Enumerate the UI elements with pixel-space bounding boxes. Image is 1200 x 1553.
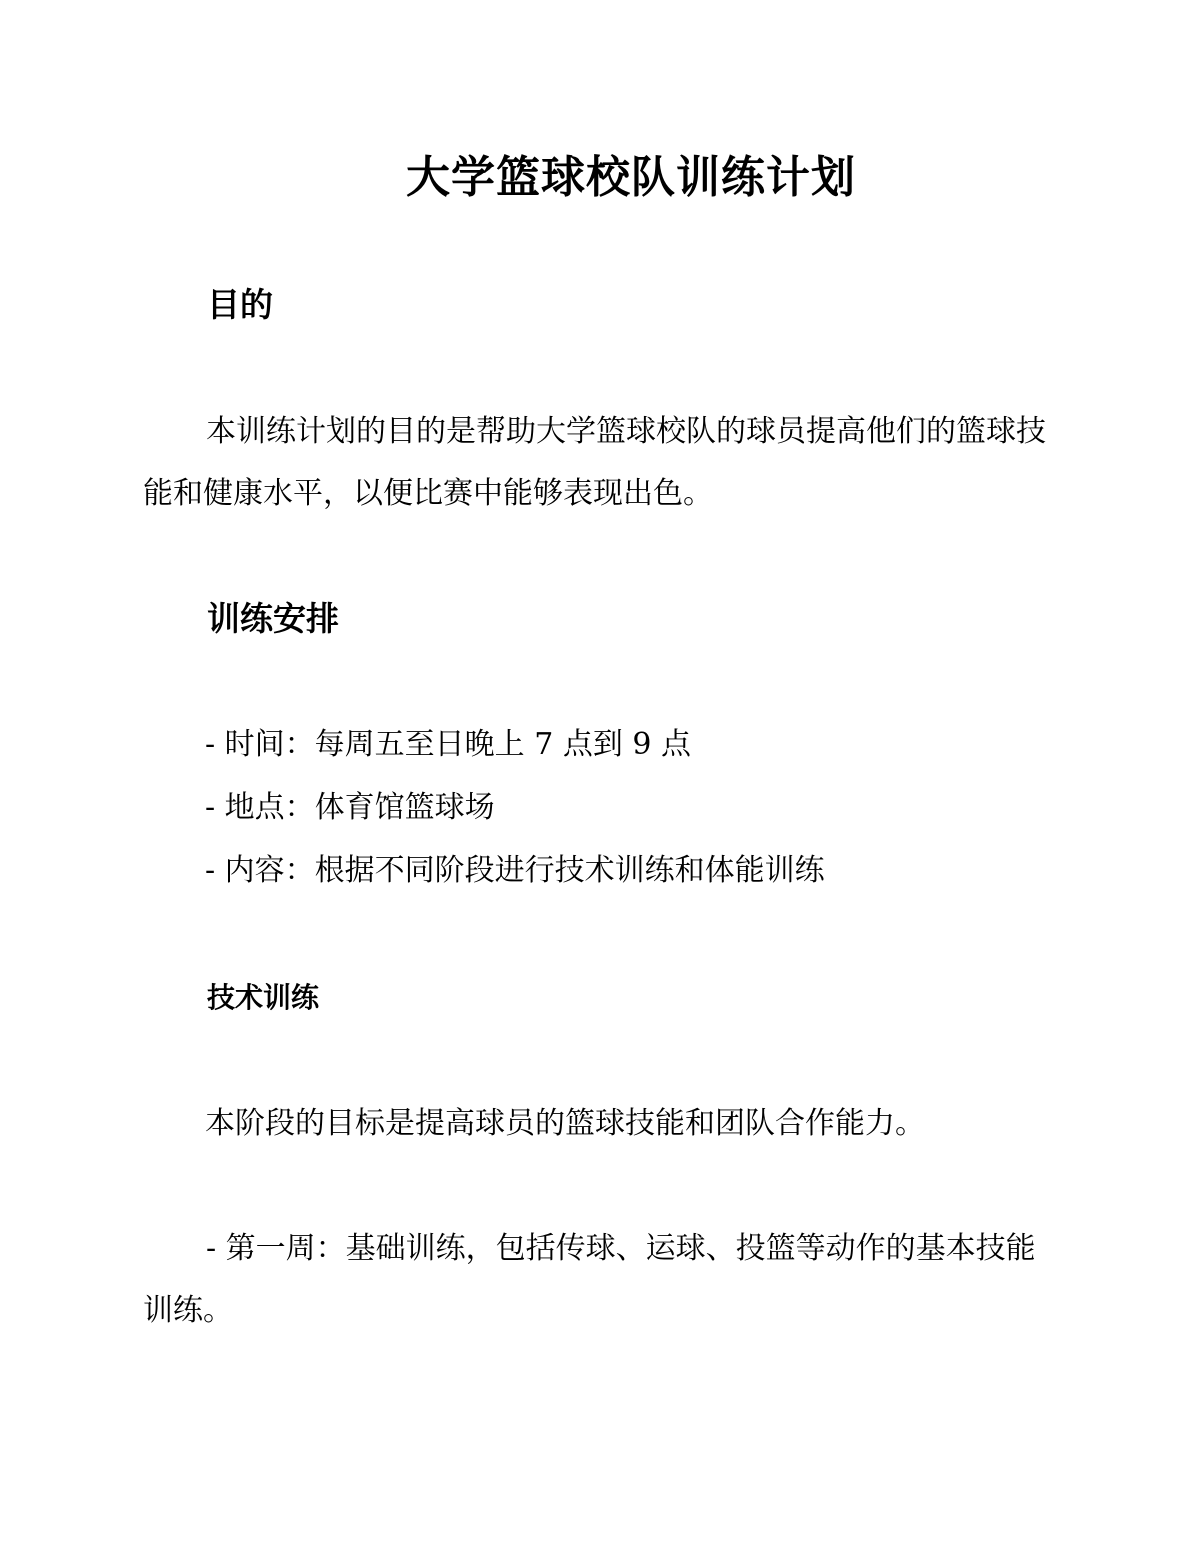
technical-intro: 本阶段的目标是提高球员的篮球技能和团队合作能力。	[205, 1106, 925, 1141]
document-title: 大学篮球校队训练计划	[406, 152, 856, 203]
schedule-item-time: - 时间：每周五至日晚上 7 点到 9 点	[205, 727, 691, 762]
schedule-item-content: - 内容：根据不同阶段进行技术训练和体能训练	[205, 853, 825, 888]
schedule-heading: 训练安排	[207, 599, 339, 638]
purpose-paragraph: 本训练计划的目的是帮助大学篮球校队的球员提高他们的篮球技能和健康水平，以便比赛中能够表现出色。	[143, 414, 1046, 511]
schedule-item-location: - 地点：体育馆篮球场	[205, 790, 495, 825]
purpose-heading: 目的	[207, 285, 273, 324]
technical-heading: 技术训练	[207, 981, 320, 1014]
technical-week1: - 第一周：基础训练，包括传球、运球、投篮等动作的基本技能训练。	[143, 1231, 1036, 1328]
